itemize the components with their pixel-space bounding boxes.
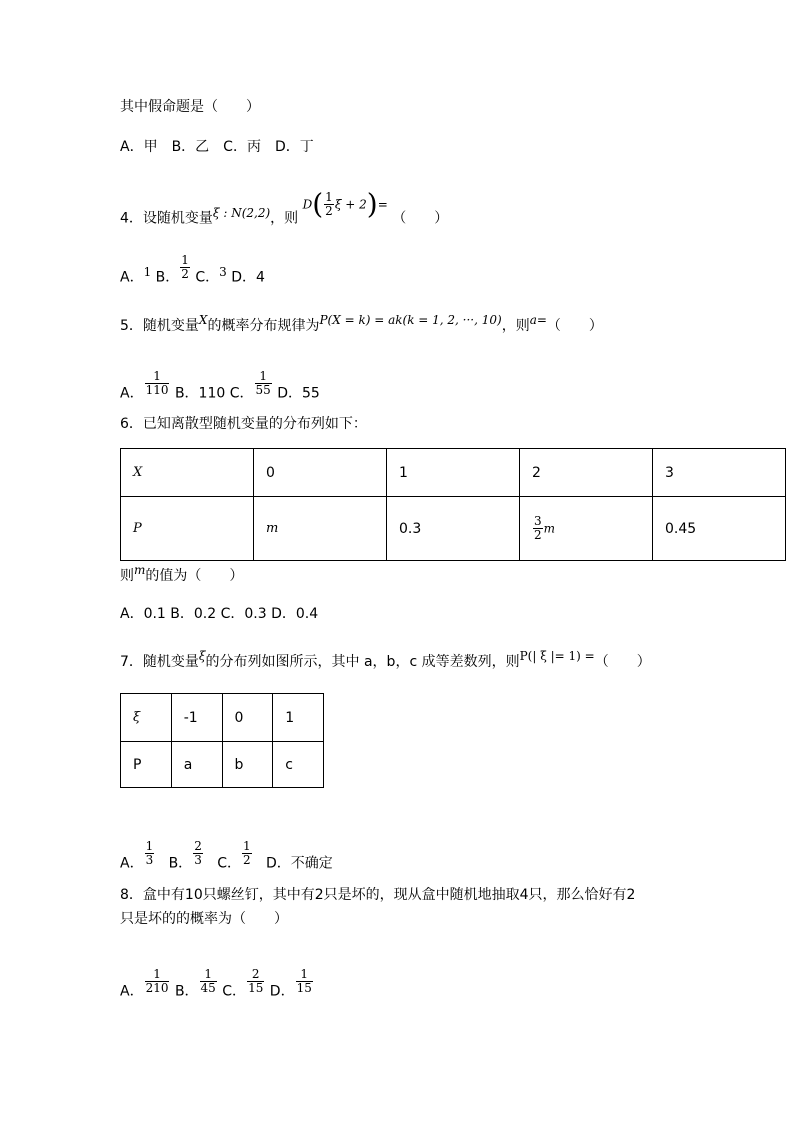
table-row: P m 0.3 $\frac{3}{2}$ m 0.45 [121,497,786,561]
q3-stem-tail: 其中假命题是（ ） [120,99,260,115]
q7-distribution-table [120,693,324,788]
q5-options: A． $\frac{1}{110}$ B．110 C． $\frac{1}{55}$ D．55 [120,369,320,402]
q3-options: A．甲 B．乙 C．丙 D．丁 [120,139,314,155]
q8-options: A． $\frac{1}{210}$ B． $\frac{1}{45}$ C． $\frac{2}{15}$ D． $\frac{1}{15}$ [120,967,312,1000]
q4-mid: ，则 [270,210,299,227]
q7-options: A． $\frac{1}{3}$ B． $\frac{2}{3}$ C． $\frac{1}{2}$ D．不确定 [120,839,333,872]
table-row: P a b c [121,742,324,788]
table-row: ξ -1 0 1 [121,694,324,742]
q5-stem: 5．随机变量X的概率分布规律为P(X = k) = ak(k = 1, 2, ···, 10)，则a=（ ） [120,313,603,334]
q6-stem: 6．已知离散型随机变量的分布列如下： [120,416,367,432]
q6-options: A．0.1 B．0.2 C．0.3 D．0.4 [120,606,319,622]
q8-stem-line1: 8．盒中有10只螺丝钉，其中有2只是坏的，现从盒中随机地抽取4只，那么恰好有2 [120,887,636,903]
q7-formula: P(| ξ |= 1) = [519,649,595,663]
q6-after: 则m的值为（ ） [120,563,244,584]
q5-formula: P(X = k) = ak(k = 1, 2, ···, 10) [319,313,502,327]
q4-dist: ξ : N(2,2) [212,205,271,220]
q4-tail: （ ） [392,210,449,227]
q4-options: A．1 B． $\frac{1}{2}$ C．3 D．4 [120,253,265,286]
q7-stem: 7．随机变量ξ的分布列如图所示，其中 a，b，c 成等差数列，则P(| ξ |= 1) =（ ） [120,649,651,670]
q6-distribution-table [120,448,786,561]
table-row: X 0 1 2 3 [121,449,786,497]
q4-expression: D( $\frac{1}{2}$ ξ + 2)= [302,187,388,221]
q4-stem [120,187,449,232]
q4-prefix: 4．设随机变量 [120,210,213,227]
q8-stem-line2: 只是坏的的概率为（ ） [120,911,288,927]
